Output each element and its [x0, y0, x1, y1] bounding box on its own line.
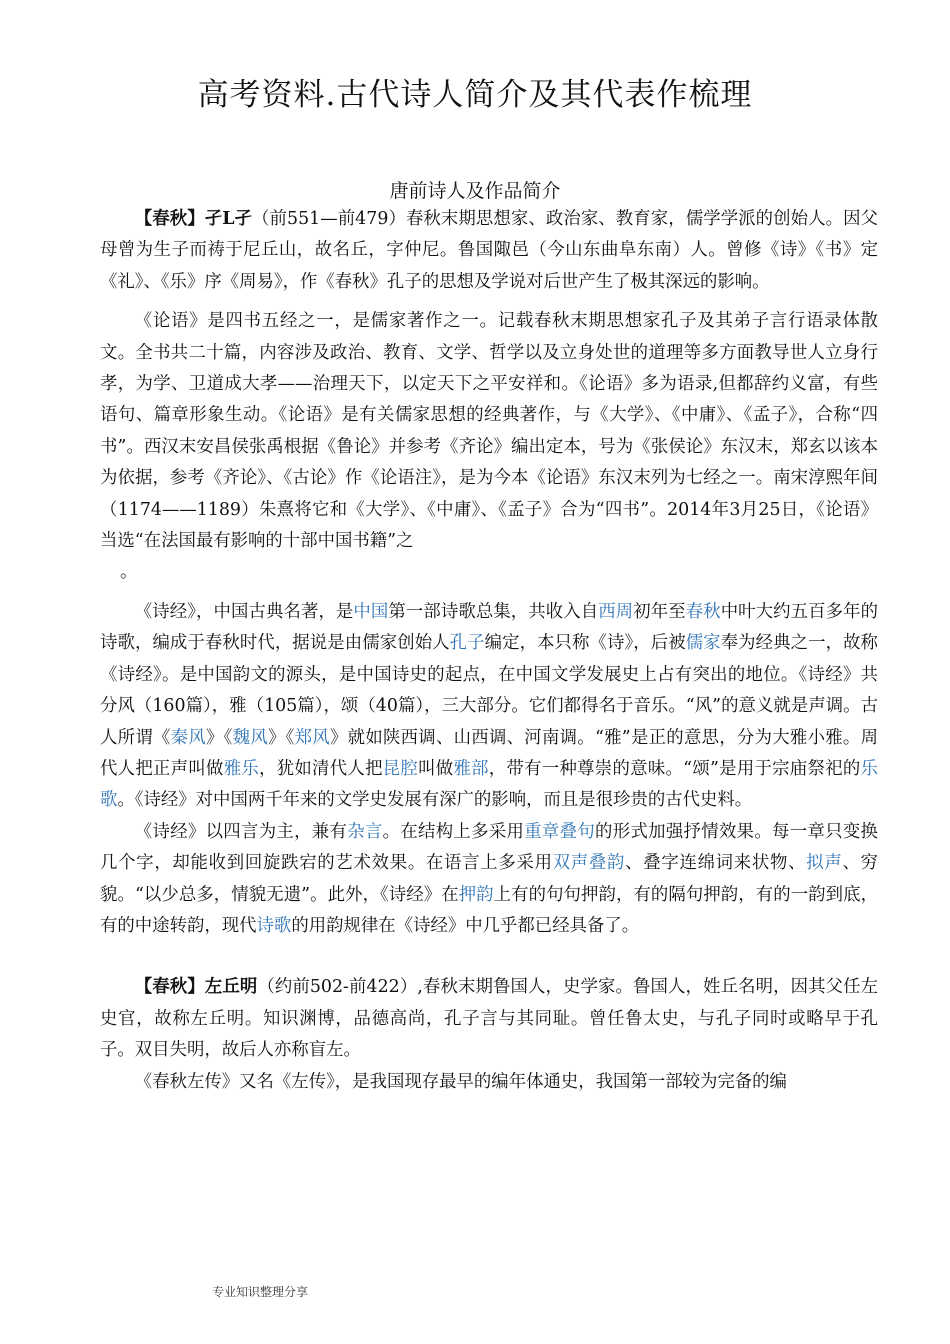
link-zhengfeng[interactable]: 郑风 [294, 727, 330, 748]
paragraph-confucius [100, 204, 878, 298]
link-nisheng[interactable]: 拟声 [806, 853, 843, 874]
paragraph-text: （前551—前479）春秋末期思想家、政治家、教育家，儒学学派的创始人。因父母曾为生子而祷于尼丘山，故名丘，字仲尼。鲁国陬邑（今山东曲阜东南）人。曾修《诗》《书》定《礼》、《乐》序《周易》，作《春秋》孔子的思想及学说对后世产生了极其深远的影响。 [100, 209, 878, 292]
link-chongzhang[interactable]: 重章叠句 [524, 821, 596, 842]
link-chunqiu[interactable]: 春秋 [685, 601, 721, 622]
paragraph-lunyu-tail: 。 [120, 562, 138, 583]
paragraph-lunyu: 《论语》是四书五经之一，是儒家著作之一。记载春秋末期思想家孔子及其弟子言行语录体散文。全书共二十篇，内容涉及政治、教育、文学、哲学以及立身处世的道理等多方面教导世人立身行孝，为学、卫道成大孝——治理天下，以定天下之平安祥和。《论语》多为语录,但都辞约义富，有些语句、篇章形象生动。《论语》是有关儒家思想的经典著作，与《大学》、《中庸》、《孟子》，合称“四书”。西汉末安昌侯张禹根据《鲁论》并参考《齐论》编出定本，号为《张侯论》东汉末，郑玄以该本为依据，参考《齐论》、《古论》作《论语注》，是为今本《论语》东汉末列为七经之一。南宋淳熙年间（1174——1189）朱熹将它和《大学》、《中庸》、《孟子》合为“四书”。2014年3月25日，《论语》当选“在法国最有影响的十部中国书籍”之 [100, 311, 878, 552]
era-tag: 【春秋】 [134, 977, 205, 998]
era-tag: 【春秋】 [134, 209, 205, 229]
link-yuege[interactable]: 乐歌 [100, 758, 878, 811]
link-zayan[interactable]: 杂言 [347, 821, 383, 842]
paragraph-text: （约前502-前422）,春秋末期鲁国人，史学家。鲁国人，姓丘名明，因其父任左史官，故称左丘明。知识渊博，品德高尚，孔子言与其同耻。曾任鲁太史，与孔子同时或略早于孔子。双目失明，故后人亦称盲左。 [100, 977, 878, 1061]
link-kunqiang[interactable]: 昆腔 [382, 758, 419, 779]
link-yayue[interactable]: 雅乐 [223, 758, 260, 779]
section-title: 唐前诗人及作品简介 [389, 180, 561, 202]
link-shuangsheng[interactable]: 双声叠韵 [552, 853, 626, 874]
link-yabu[interactable]: 雅部 [453, 758, 489, 779]
link-kongzi[interactable]: 孔子 [449, 633, 485, 654]
paragraph-shijing-intro: 《诗经》，中国古典名著，是中国第一部诗歌总集，共收入自西周初年至春秋中叶大约五百多年的诗歌，编成于春秋时代，据说是由儒家创始人孔子编定，本只称《诗》，后被儒家奉为经典之一，故称《诗经》。是中国韵文的源头，是中国诗史的起点，在中国文学发展史上占有突出的地位。《诗经》共分风（160篇），雅（105篇），颂（40篇），三大部分。它们都得名于音乐。“风”的意义就是声调。古人所谓《秦风》《魏风》《郑风》就如陕西调、山西调、河南调。“雅”是正的意思，分为大雅小雅。周代人把正声叫做雅乐，犹如清代人把昆腔叫做雅部，带有一种尊崇的意味。“颂”是用于宗庙祭祀的乐歌。《诗经》对中国两千年来的文学史发展有深广的影响，而且是很珍贵的古代史料。 [100, 601, 878, 811]
paragraph-zuoqiuming [100, 972, 878, 1066]
link-rujia[interactable]: 儒家 [685, 633, 721, 654]
paragraph-shijing-style: 《诗经》以四言为主，兼有杂言。在结构上多采用重章叠句的形式加强抒情效果。每一章只变换几个字，却能收到回旋跌宕的艺术效果。在语言上多采用双声叠韵、叠字连绵词来状物、拟声、穷貌。“以少总多，情貌无遗”。此外，《诗经》在押韵上有的句句押韵，有的隔句押韵，有的一韵到底，有的中途转韵，现代诗歌的用韵规律在《诗经》中几乎都已经具备了。 [100, 821, 878, 936]
link-xizhou[interactable]: 西周 [598, 601, 634, 622]
link-weifeng[interactable]: 魏风 [232, 727, 268, 748]
paragraph-zuozhuan: 《春秋左传》又名《左传》，是我国现存最早的编年体通史，我国第一部较为完备的编 [134, 1071, 787, 1092]
document-body [100, 204, 878, 1098]
link-qinfeng[interactable]: 秦风 [170, 727, 207, 748]
person-name: 左丘明 [204, 977, 258, 998]
link-shige[interactable]: 诗歌 [256, 915, 292, 936]
document-title: 高考资料.古代诗人简介及其代表作梳理 [197, 77, 753, 113]
link-yayun[interactable]: 押韵 [458, 884, 494, 905]
link-zhongguo[interactable]: 中国 [353, 601, 389, 622]
footer-note: 专业知识整理分享 [212, 1285, 309, 1299]
person-name: 孑L孑 [204, 209, 253, 229]
